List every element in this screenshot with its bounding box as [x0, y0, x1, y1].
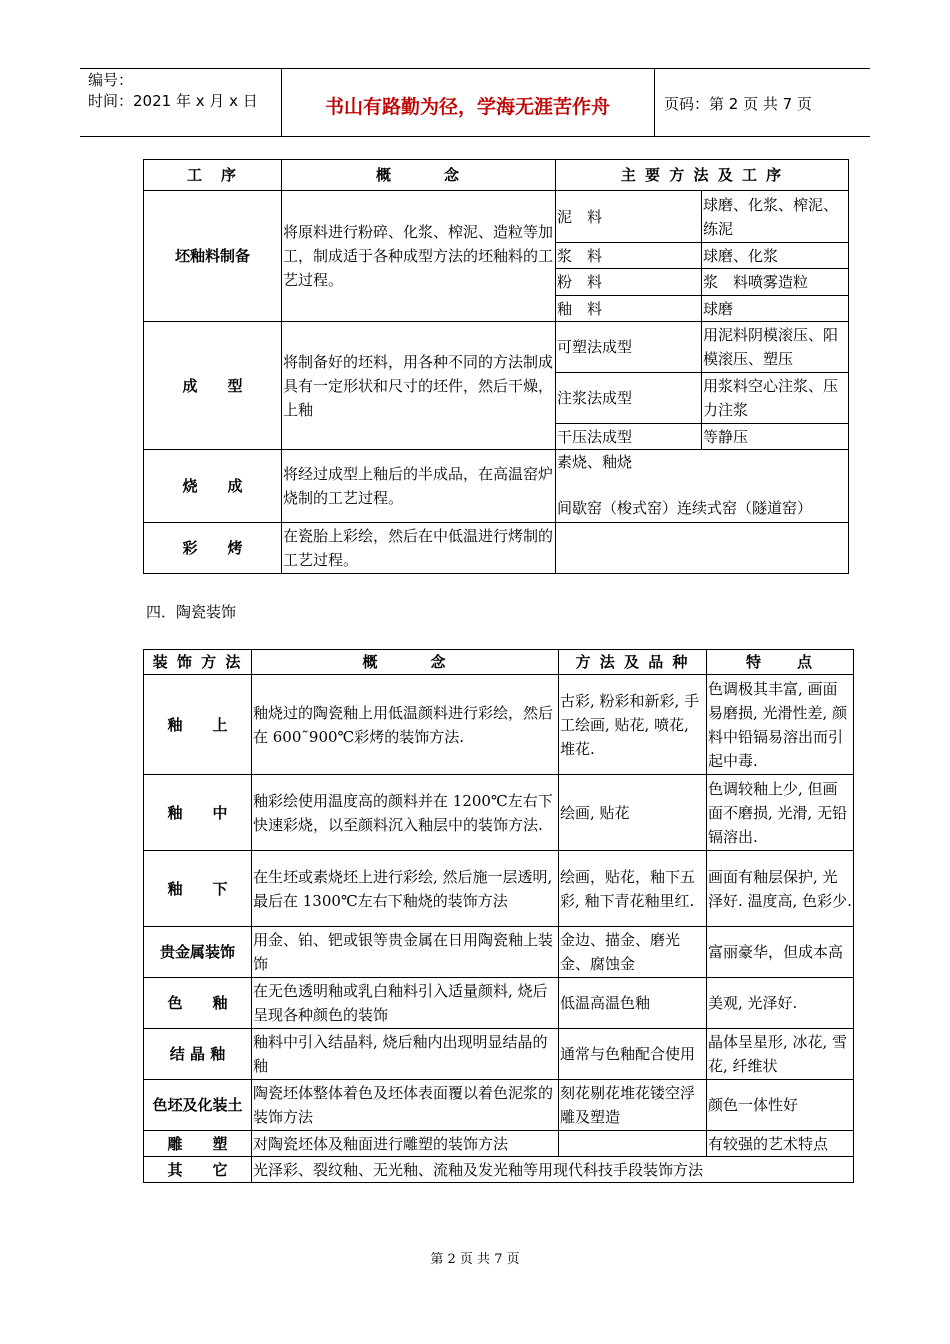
decoration-varieties: 刻花剔花堆花镂空浮雕及塑造 [559, 1080, 707, 1131]
header-rule-top [80, 68, 870, 69]
process-name: 成 型 [144, 322, 282, 450]
decoration-features: 颜色一体性好 [707, 1080, 854, 1131]
decoration-method: 雕 塑 [144, 1131, 252, 1157]
decoration-features: 色调较釉上少, 但画面不磨损, 光滑, 无铅镉溶出. [707, 775, 854, 851]
header-motto: 书山有路勤为径，学海无涯苦作舟 [324, 96, 610, 118]
decoration-concept: 在无色透明釉或乳白釉料引入适量颜料, 烧后呈现各种颜色的装饰 [252, 978, 559, 1029]
method-name: 粉 料 [556, 269, 702, 296]
col-header-concept: 概 念 [282, 160, 556, 191]
table-row [144, 1157, 854, 1183]
col-header-methods: 主 要 方 法 及 工 序 [556, 160, 849, 191]
process-concept: 将原料进行粉碎、化浆、榨泥、造粒等加工，制成适于各种成型方法的坯釉料的工艺过程。 [282, 191, 556, 322]
decoration-table [143, 649, 854, 1183]
decoration-method: 结 晶 釉 [144, 1029, 252, 1080]
col-header-varieties: 方 法 及 品 种 [559, 650, 707, 675]
number-label: 编号： [88, 71, 134, 89]
method-detail: 用浆料空心注浆、压力注浆 [702, 373, 849, 424]
decoration-concept: 在生坯或素烧坯上进行彩绘, 然后施一层透明, 最后在 1300℃左右下釉烧的装饰方法 [252, 851, 559, 927]
section-title: 四．陶瓷装饰 [146, 603, 237, 621]
method-detail: 球磨 [702, 296, 849, 322]
method-name: 泥 料 [556, 191, 702, 243]
table-row [144, 927, 854, 978]
decoration-varieties: 低温高温色釉 [559, 978, 707, 1029]
decoration-method: 釉 中 [144, 775, 252, 851]
decoration-varieties: 绘画, 贴花 [559, 775, 707, 851]
decoration-varieties: 绘画，贴花，釉下五彩, 釉下青花釉里红. [559, 851, 707, 927]
method-detail: 用泥料阴模滚压、阳模滚压、塑压 [702, 322, 849, 373]
decoration-method: 贵金属装饰 [144, 927, 252, 978]
table-row [144, 1131, 854, 1157]
header-meta [88, 70, 258, 112]
decoration-features: 有较强的艺术特点 [707, 1131, 854, 1157]
method-text: 素烧、釉烧 [557, 453, 633, 471]
decoration-concept: 釉烧过的陶瓷釉上用低温颜料进行彩绘，然后在 600˜900℃彩烤的装饰方法. [252, 675, 559, 775]
decoration-concept: 用金、铂、钯或银等贵金属在日用陶瓷釉上装饰 [252, 927, 559, 978]
decoration-concept: 对陶瓷坯体及釉面进行雕塑的装饰方法 [252, 1131, 559, 1157]
col-header-concept: 概 念 [252, 650, 559, 675]
method-name: 注浆法成型 [556, 373, 702, 424]
page-footer: 第 2 页 共 7 页 [430, 1252, 520, 1267]
decoration-concept: 釉彩绘使用温度高的颜料并在 1200℃左右下快速彩烧，以至颜料沉入釉层中的装饰方法. [252, 775, 559, 851]
table-header-row [144, 650, 854, 675]
table-row [144, 523, 849, 574]
decoration-method: 色 釉 [144, 978, 252, 1029]
table-row [144, 1080, 854, 1131]
col-header-method: 装 饰 方 法 [144, 650, 252, 675]
process-table [143, 159, 849, 574]
process-concept: 将经过成型上釉后的半成品，在高温窑炉烧制的工艺过程。 [282, 450, 556, 523]
method-name: 釉 料 [556, 296, 702, 322]
method-detail: 球磨、化浆、榨泥、练泥 [702, 191, 849, 243]
decoration-method: 釉 上 [144, 675, 252, 775]
decoration-concept: 陶瓷坯体整体着色及坯体表面覆以着色泥浆的装饰方法 [252, 1080, 559, 1131]
decoration-varieties: 通常与色釉配合使用 [559, 1029, 707, 1080]
decoration-features: 富丽豪华，但成本高 [707, 927, 854, 978]
col-header-process: 工 序 [144, 160, 282, 191]
table-row [144, 450, 849, 523]
header-divider [654, 68, 655, 136]
table-row [144, 1029, 854, 1080]
table-row [144, 851, 854, 927]
decoration-features: 晶体呈星形, 冰花, 雪花, 纤维状 [707, 1029, 854, 1080]
process-concept: 在瓷胎上彩绘，然后在中低温进行烤制的工艺过程。 [282, 523, 556, 574]
process-methods [556, 523, 849, 574]
table-row [144, 675, 854, 775]
decoration-features: 色调极其丰富, 画面易磨损, 光滑性差, 颜料中铅镉易溶出而引起中毒. [707, 675, 854, 775]
method-detail: 等静压 [702, 424, 849, 450]
table-row [144, 322, 849, 373]
header-rule-bottom [80, 136, 870, 137]
method-text: 间歇窑（梭式窑）连续式窑（隧道窑） [557, 499, 813, 517]
table-row [144, 191, 849, 243]
process-methods [556, 450, 849, 523]
decoration-varieties: 古彩, 粉彩和新彩, 手工绘画, 贴花, 喷花, 堆花. [559, 675, 707, 775]
table-row [144, 775, 854, 851]
decoration-method: 色坯及化装土 [144, 1080, 252, 1131]
header-page-label: 页码：第 2 页 共 7 页 [664, 95, 812, 113]
decoration-features: 画面有釉层保护, 光泽好. 温度高, 色彩少. [707, 851, 854, 927]
decoration-concept: 釉料中引入结晶料, 烧后釉内出现明显结晶的釉 [252, 1029, 559, 1080]
method-name: 浆 料 [556, 243, 702, 269]
decoration-varieties [559, 1131, 707, 1157]
process-concept: 将制备好的坯料，用各种不同的方法制成具有一定形状和尺寸的坯件，然后干燥，上釉 [282, 322, 556, 450]
process-name: 烧 成 [144, 450, 282, 523]
decoration-concept: 光泽彩、裂纹釉、无光釉、流釉及发光釉等用现代科技手段装饰方法 [252, 1157, 854, 1183]
table-header-row [144, 160, 849, 191]
method-name: 可塑法成型 [556, 322, 702, 373]
process-name: 坯釉料制备 [144, 191, 282, 322]
table-row [144, 978, 854, 1029]
method-detail: 浆 料喷雾造粒 [702, 269, 849, 296]
method-name: 干压法成型 [556, 424, 702, 450]
process-name: 彩 烤 [144, 523, 282, 574]
decoration-method: 其 它 [144, 1157, 252, 1183]
decoration-features: 美观, 光泽好. [707, 978, 854, 1029]
col-header-features: 特 点 [707, 650, 854, 675]
method-detail: 球磨、化浆 [702, 243, 849, 269]
time-label: 时间：2021 年 x 月 x 日 [88, 92, 258, 110]
decoration-method: 釉 下 [144, 851, 252, 927]
decoration-varieties: 金边、描金、磨光金、腐蚀金 [559, 927, 707, 978]
